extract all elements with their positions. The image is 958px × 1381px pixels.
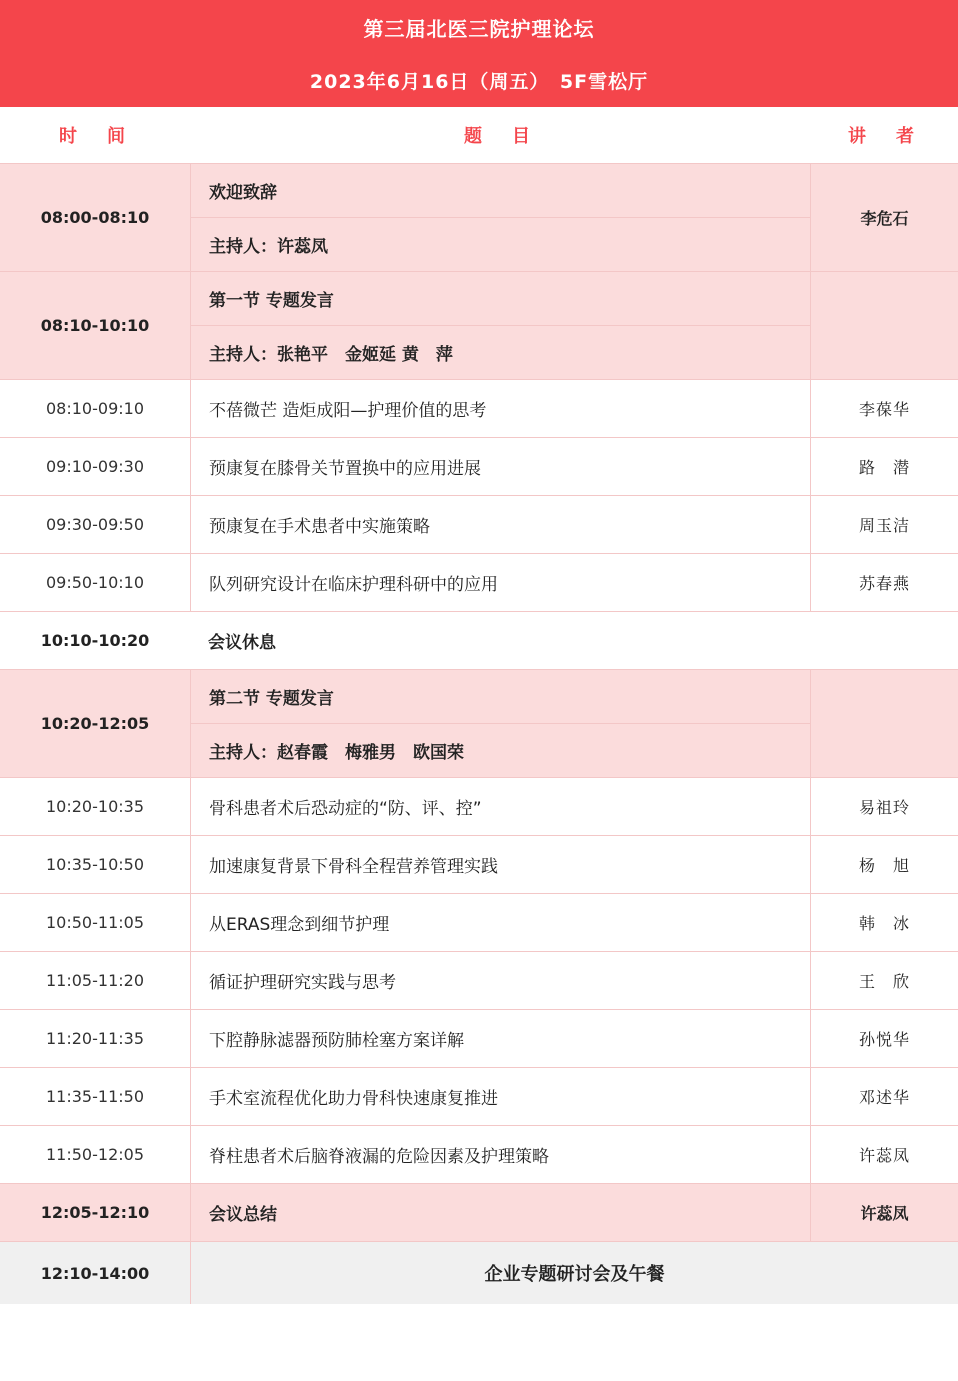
row-speaker	[810, 612, 958, 669]
session-chair: 主持人：赵春霞 梅雅男 欧国荣	[209, 743, 464, 763]
talk-row	[0, 1009, 958, 1067]
session-title: 欢迎致辞	[191, 164, 810, 218]
row-time: 11:05-11:20	[46, 971, 144, 990]
row-topic: 队列研究设计在临床护理科研中的应用	[209, 575, 498, 595]
row-topic: 预康复在手术患者中实施策略	[209, 517, 430, 537]
row-topic: 会议休息	[208, 633, 276, 653]
row-time: 09:10-09:30	[46, 457, 144, 476]
table-column-header	[0, 107, 958, 163]
session-row	[0, 669, 958, 777]
row-time: 10:10-10:20	[40, 631, 150, 650]
row-time: 08:10-10:10	[40, 316, 150, 335]
session-row	[0, 271, 958, 379]
row-speaker: 许蕊凤	[810, 1126, 958, 1183]
row-speaker: 许蕊凤	[810, 1184, 958, 1241]
row-topic: 手术室流程优化助力骨科快速康复推进	[209, 1089, 498, 1109]
schedule-rows	[0, 163, 958, 1304]
talk-row	[0, 495, 958, 553]
row-speaker	[810, 670, 958, 777]
row-time: 09:50-10:10	[46, 573, 144, 592]
forum-date-venue: 2023年6月16日（周五） 5F雪松厅	[0, 54, 958, 107]
break-row	[0, 611, 958, 669]
column-header-speaker: 讲 者	[848, 126, 920, 147]
row-speaker: 周玉洁	[810, 496, 958, 553]
row-time: 11:20-11:35	[46, 1029, 144, 1048]
row-time: 10:50-11:05	[46, 913, 144, 932]
row-speaker: 苏春燕	[810, 554, 958, 611]
session-chair: 主持人：许蕊凤	[209, 237, 328, 257]
row-speaker: 韩 冰	[810, 894, 958, 951]
row-time: 10:20-10:35	[46, 797, 144, 816]
row-speaker: 易祖玲	[810, 778, 958, 835]
row-topic: 下腔静脉滤器预防肺栓塞方案详解	[209, 1031, 464, 1051]
session-chair: 主持人：张艳平 金姬延 黄 萍	[209, 345, 453, 365]
talk-row	[0, 835, 958, 893]
talk-row	[0, 379, 958, 437]
row-topic: 骨科患者术后恐动症的“防、评、控”	[209, 799, 482, 819]
talk-row	[0, 553, 958, 611]
row-speaker: 李危石	[810, 164, 958, 271]
row-speaker: 邓述华	[810, 1068, 958, 1125]
row-time: 11:35-11:50	[46, 1087, 144, 1106]
row-topic: 加速康复背景下骨科全程营养管理实践	[209, 857, 498, 877]
row-time: 08:10-09:10	[46, 399, 144, 418]
talk-row	[0, 1125, 958, 1183]
row-topic: 不蓓微芒 造炬成阳—护理价值的思考	[209, 401, 487, 421]
row-speaker	[810, 272, 958, 379]
row-time: 12:05-12:10	[40, 1203, 150, 1222]
row-topic: 循证护理研究实践与思考	[209, 973, 396, 993]
row-speaker: 路 潜	[810, 438, 958, 495]
row-time: 10:35-10:50	[46, 855, 144, 874]
row-time: 11:50-12:05	[46, 1145, 144, 1164]
summary-row	[0, 1183, 958, 1241]
footer-row	[0, 1241, 958, 1304]
row-topic: 会议总结	[209, 1205, 277, 1225]
row-speaker: 杨 旭	[810, 836, 958, 893]
row-topic: 预康复在膝骨关节置换中的应用进展	[209, 459, 481, 479]
talk-row	[0, 893, 958, 951]
row-topic: 脊柱患者术后脑脊液漏的危险因素及护理策略	[209, 1147, 549, 1167]
row-time: 12:10-14:00	[40, 1263, 150, 1283]
column-header-topic: 题 目	[464, 126, 536, 147]
session-row	[0, 163, 958, 271]
forum-title: 第三届北医三院护理论坛	[0, 0, 958, 54]
row-time: 10:20-12:05	[40, 714, 150, 733]
talk-row	[0, 437, 958, 495]
row-speaker: 王 欣	[810, 952, 958, 1009]
row-speaker: 李葆华	[810, 380, 958, 437]
row-topic: 企业专题研讨会及午餐	[190, 1242, 958, 1304]
column-header-time: 时 间	[59, 126, 131, 147]
row-time: 09:30-09:50	[46, 515, 144, 534]
row-time: 08:00-08:10	[40, 208, 150, 227]
talk-row	[0, 951, 958, 1009]
session-title: 第一节 专题发言	[191, 272, 810, 326]
row-topic: 从ERAS理念到细节护理	[209, 915, 390, 935]
talk-row	[0, 1067, 958, 1125]
row-speaker: 孙悦华	[810, 1010, 958, 1067]
session-title: 第二节 专题发言	[191, 670, 810, 724]
talk-row	[0, 777, 958, 835]
